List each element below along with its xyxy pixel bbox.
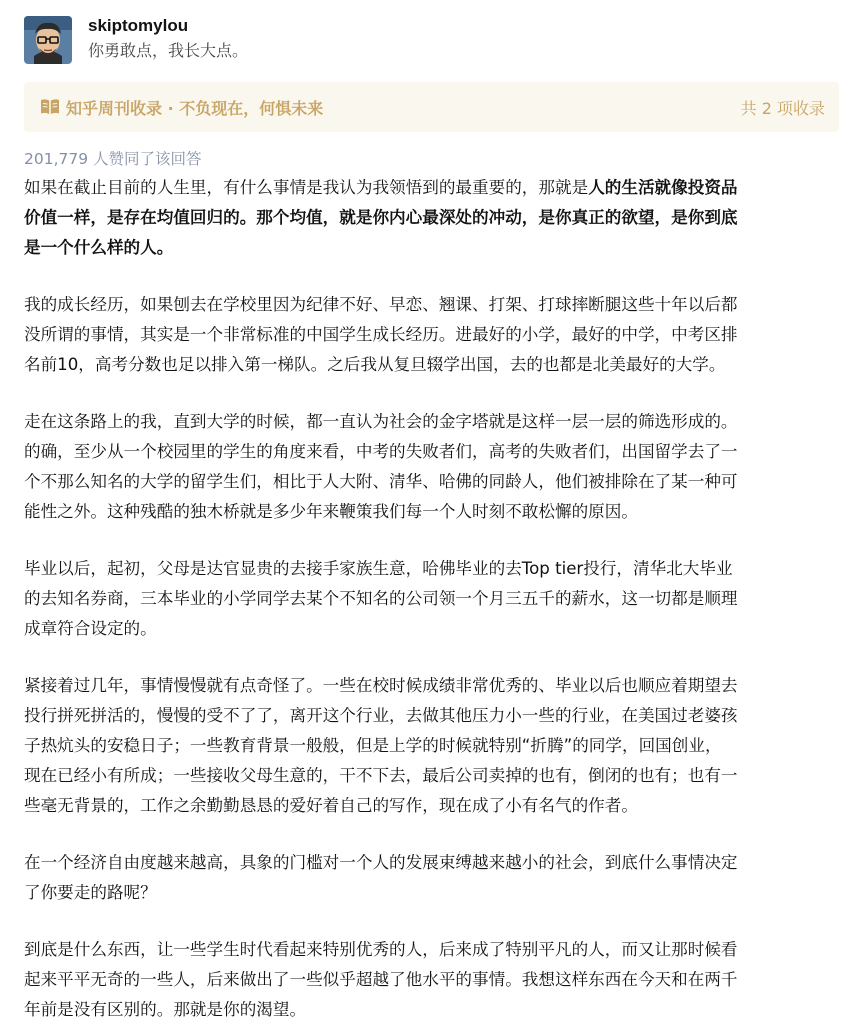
paragraph — [24, 407, 839, 527]
collection-left — [40, 96, 323, 119]
line-text: 在一个经济自由度越来越高，具象的门槛对一个人的发展束缚越来越小的社会，到底什么事情决定 — [24, 853, 738, 872]
author-info — [24, 14, 839, 68]
line-text: 起来平平无奇的一些人，后来做出了一些似乎超越了他水平的事情。我想这样东西在今天和在两千 — [24, 970, 738, 989]
line-text: 子热炕头的安稳日子；一些教育背景一般般，但是上学的时候就特别“折腾”的同学，回国创业， — [24, 736, 722, 755]
paragraph-line — [24, 671, 839, 701]
paragraph-line — [24, 584, 839, 614]
line-text: 投行拼死拼活的，慢慢的受不了了，离开这个行业，去做其他压力小一些的行业，在美国过老婆孩 — [24, 706, 738, 725]
paragraph-line — [24, 497, 839, 527]
line-bold-text: 人的生活就像投资品 — [588, 178, 738, 197]
paragraph-line — [24, 965, 839, 995]
book-icon — [40, 98, 60, 116]
line-text: 现在已经小有所成；一些接收父母生意的，干不下去，最后公司卖掉的也有，倒闭的也有；也有一 — [24, 766, 738, 785]
paragraph-line — [24, 761, 839, 791]
line-text: 毕业以后，起初，父母是达官显贵的去接手家族生意，哈佛毕业的去Top tier投行，清华北大毕业 — [24, 559, 733, 578]
line-bold-text: 是一个什么样的人。 — [24, 238, 174, 257]
paragraph-line — [24, 791, 839, 821]
paragraph-line — [24, 437, 839, 467]
line-text: 个不那么知名的大学的留学生们，相比于人大附、清华、哈佛的同龄人，他们被排除在了某一种可 — [24, 472, 738, 491]
paragraph-line — [24, 407, 839, 437]
paragraph-line — [24, 995, 839, 1025]
line-text: 名前10，高考分数也足以排入第一梯队。之后我从复旦辍学出国，去的也都是北美最好的大学。 — [24, 355, 726, 374]
paragraph — [24, 671, 839, 821]
line-text: 了你要走的路呢？ — [24, 883, 157, 902]
line-text: 成章符合设定的。 — [24, 619, 157, 638]
answer-content — [24, 173, 839, 1025]
paragraph-line — [24, 614, 839, 644]
paragraph-line — [24, 467, 839, 497]
line-text: 我的成长经历，如果刨去在学校里因为纪律不好、早恋、翘课、打架、打球摔断腿这些十年以后都 — [24, 295, 738, 314]
line-bold-text: 价值一样，是存在均值回归的。那个均值，就是你内心最深处的冲动，是你真正的欲望，是你到底 — [24, 208, 738, 227]
line-text: 的去知名券商，三本毕业的小学同学去某个不知名的公司领一个月三五千的薪水，这一切都是顺理 — [24, 589, 738, 608]
paragraph-line — [24, 554, 839, 584]
line-text: 的确，至少从一个校园里的学生的角度来看，中考的失败者们，高考的失败者们，出国留学去了一 — [24, 442, 738, 461]
paragraph-line — [24, 290, 839, 320]
paragraph — [24, 554, 839, 644]
vote-count: 201,779 人赞同了该回答 — [24, 150, 202, 168]
paragraph-line — [24, 701, 839, 731]
line-text: 年前是没有区别的。那就是你的渴望。 — [24, 1000, 307, 1019]
paragraph — [24, 935, 839, 1025]
paragraph-line — [24, 173, 839, 203]
paragraph-line — [24, 320, 839, 350]
collection-count[interactable]: 共 2 项收录 — [740, 98, 825, 118]
paragraph-line — [24, 935, 839, 965]
line-text: 走在这条路上的我，直到大学的时候，都一直认为社会的金字塔就是这样一层一层的筛选形成的。 — [24, 412, 738, 431]
avatar[interactable] — [24, 16, 72, 64]
line-text: 如果在截止目前的人生里，有什么事情是我认为我领悟到的最重要的，那就是 — [24, 178, 589, 197]
line-text: 些毫无背景的，工作之余勤勤恳恳的爱好着自己的写作，现在成了小有名气的作者。 — [24, 796, 638, 815]
paragraph-line — [24, 731, 839, 761]
line-text: 没所谓的事情，其实是一个非常标准的中国学生成长经历。进最好的小学，最好的中学，中考区排 — [24, 325, 738, 344]
author-bio: 你勇敢点，我长大点。 — [88, 41, 249, 60]
paragraph — [24, 173, 839, 263]
paragraph — [24, 848, 839, 908]
line-text: 到底是什么东西，让一些学生时代看起来特别优秀的人，后来成了特别平凡的人，而又让那时候看 — [24, 940, 738, 959]
author-text — [88, 14, 248, 63]
collection-title[interactable]: 知乎周刊收录 · 不负现在，何惧未来 — [66, 98, 324, 118]
paragraph-line — [24, 878, 839, 908]
collection-banner[interactable] — [24, 82, 839, 132]
paragraph — [24, 290, 839, 380]
line-text: 能性之外。这种残酷的独木桥就是多少年来鞭策我们每一个人时刻不敢松懈的原因。 — [24, 502, 638, 521]
paragraph-line — [24, 848, 839, 878]
line-text: 紧接着过几年，事情慢慢就有点奇怪了。一些在校时候成绩非常优秀的、毕业以后也顺应着期望去 — [24, 676, 738, 695]
paragraph-line — [24, 350, 839, 380]
avatar-illustration — [24, 16, 72, 64]
author-name[interactable]: skiptomylou — [88, 16, 189, 35]
paragraph-line — [24, 203, 839, 233]
paragraph-line — [24, 233, 839, 263]
